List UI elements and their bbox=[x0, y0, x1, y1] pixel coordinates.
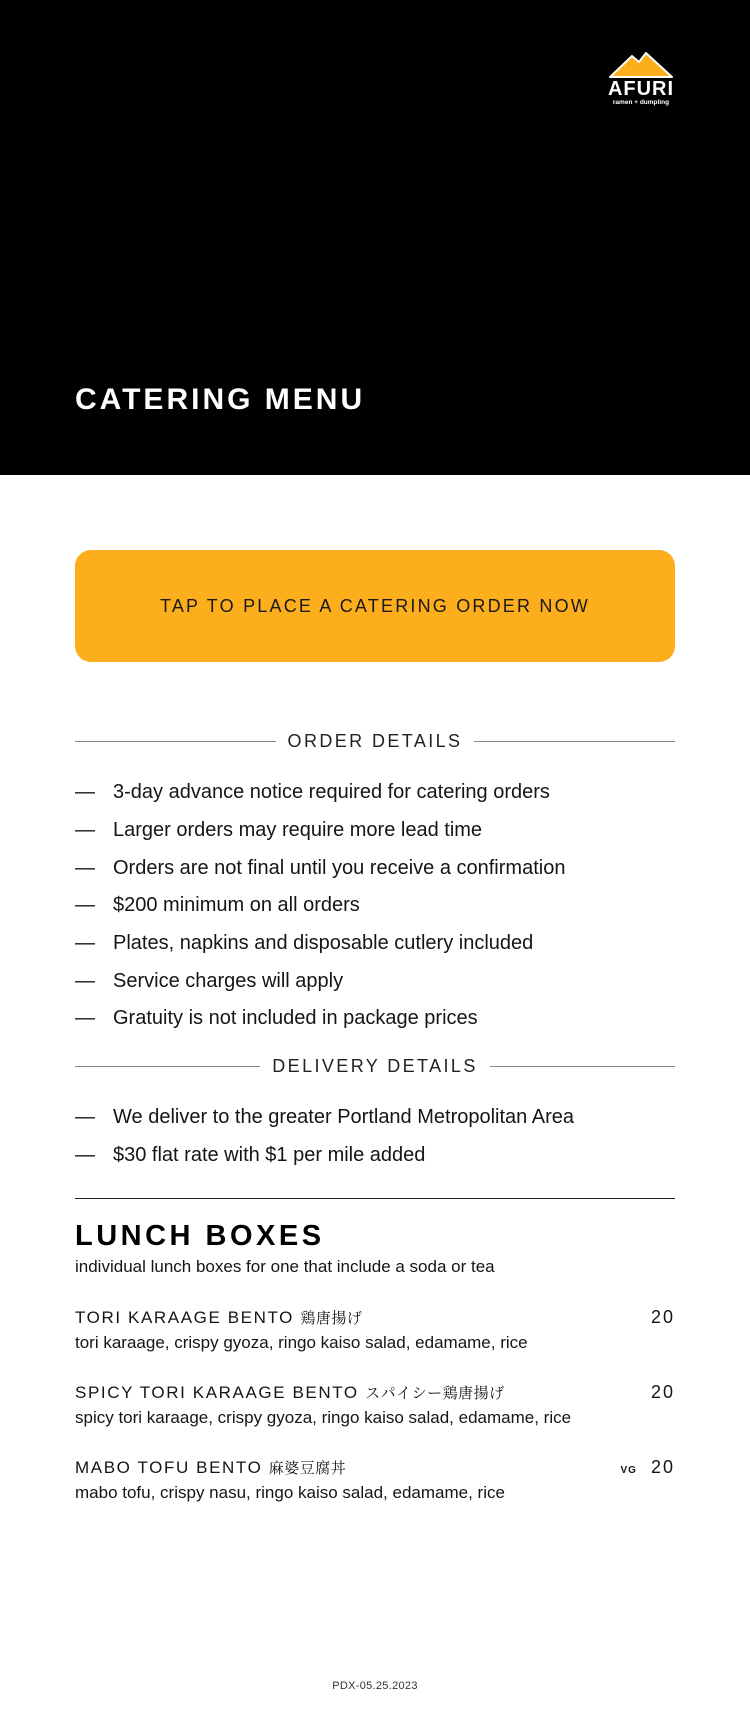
place-catering-order-button[interactable]: TAP TO PLACE A CATERING ORDER NOW bbox=[75, 550, 675, 662]
list-item-text: Orders are not final until you receive a confirmation bbox=[113, 856, 566, 879]
menu-item-tori-karaage-bento bbox=[75, 1307, 675, 1353]
menu-item-name-jp: 鶏唐揚げ bbox=[300, 1310, 363, 1327]
list-item-text: Gratuity is not included in package prices bbox=[113, 1007, 478, 1030]
list-item bbox=[75, 1099, 685, 1137]
dash-icon: — bbox=[75, 781, 95, 804]
page-title: CATERING MENU bbox=[75, 383, 366, 416]
brand-name: AFURI bbox=[607, 78, 675, 100]
menu-item-price: 20 bbox=[650, 1307, 675, 1327]
divider-line bbox=[474, 741, 675, 742]
menu-item-name-en: SPICY TORI KARAAGE BENTO bbox=[75, 1383, 359, 1402]
lunch-boxes-subtitle: individual lunch boxes for one that include a soda or tea bbox=[75, 1257, 495, 1276]
menu-item-name-jp: 麻婆豆腐丼 bbox=[268, 1460, 347, 1477]
menu-item-price: 20 bbox=[650, 1382, 675, 1402]
list-item bbox=[75, 812, 685, 850]
delivery-details-list bbox=[75, 1099, 685, 1174]
list-item-text: We deliver to the greater Portland Metropolitan Area bbox=[113, 1106, 574, 1129]
list-item-text: Service charges will apply bbox=[113, 969, 344, 992]
lunch-boxes-title: LUNCH BOXES bbox=[75, 1220, 325, 1252]
menu-item-name-jp: スパイシー鶏唐揚げ bbox=[365, 1385, 505, 1402]
list-item-text: Larger orders may require more lead time bbox=[113, 819, 483, 842]
divider-line bbox=[75, 1066, 260, 1067]
order-details-label: ORDER DETAILS bbox=[287, 731, 463, 751]
list-item bbox=[75, 774, 685, 812]
menu-item-description: tori karaage, crispy gyoza, ringo kaiso salad, edamame, rice bbox=[75, 1333, 528, 1352]
delivery-details-heading bbox=[75, 1056, 675, 1077]
list-item-text: Plates, napkins and disposable cutlery included bbox=[113, 932, 534, 955]
dash-icon: — bbox=[75, 894, 95, 917]
list-item-text: $200 minimum on all orders bbox=[113, 894, 360, 917]
dash-icon: — bbox=[75, 1144, 95, 1167]
menu-item-mabo-tofu-bento bbox=[75, 1457, 675, 1503]
mountain-icon bbox=[608, 52, 674, 78]
dash-icon: — bbox=[75, 1106, 95, 1129]
list-item bbox=[75, 849, 685, 887]
menu-item-description: spicy tori karaage, crispy gyoza, ringo kaiso salad, edamame, rice bbox=[75, 1408, 572, 1427]
menu-item-price: 20 bbox=[650, 1457, 675, 1477]
menu-item-name-en: MABO TOFU BENTO bbox=[75, 1458, 263, 1477]
vegan-tag: VG bbox=[620, 1465, 637, 1476]
list-item bbox=[75, 887, 685, 925]
menu-item-name bbox=[75, 1382, 637, 1403]
delivery-details-label: DELIVERY DETAILS bbox=[272, 1056, 478, 1076]
menu-item-spicy-tori-karaage-bento bbox=[75, 1382, 675, 1428]
section-divider bbox=[75, 1198, 675, 1199]
brand-tagline: ramen + dumpling bbox=[612, 99, 670, 106]
divider-line bbox=[75, 741, 276, 742]
dash-icon: — bbox=[75, 819, 95, 842]
dash-icon: — bbox=[75, 1007, 95, 1030]
menu-item-name-en: TORI KARAAGE BENTO bbox=[75, 1308, 294, 1327]
divider-line bbox=[490, 1066, 675, 1067]
list-item-text: 3-day advance notice required for catering orders bbox=[113, 781, 550, 804]
list-item bbox=[75, 1137, 685, 1175]
list-item bbox=[75, 925, 685, 963]
list-item bbox=[75, 962, 685, 1000]
dash-icon: — bbox=[75, 932, 95, 955]
dash-icon: — bbox=[75, 969, 95, 992]
list-item-text: $30 flat rate with $1 per mile added bbox=[113, 1144, 426, 1167]
list-item bbox=[75, 1000, 685, 1038]
brand-logo[interactable] bbox=[606, 52, 676, 107]
order-details-heading bbox=[75, 731, 675, 752]
menu-item-name bbox=[75, 1457, 621, 1478]
hero-banner bbox=[0, 0, 750, 475]
dash-icon: — bbox=[75, 856, 95, 879]
menu-item-name bbox=[75, 1307, 637, 1328]
menu-item-description: mabo tofu, crispy nasu, ringo kaiso salad, edamame, rice bbox=[75, 1483, 505, 1502]
order-details-list bbox=[75, 774, 685, 1038]
menu-version-code: PDX-05.25.2023 bbox=[332, 1680, 418, 1692]
